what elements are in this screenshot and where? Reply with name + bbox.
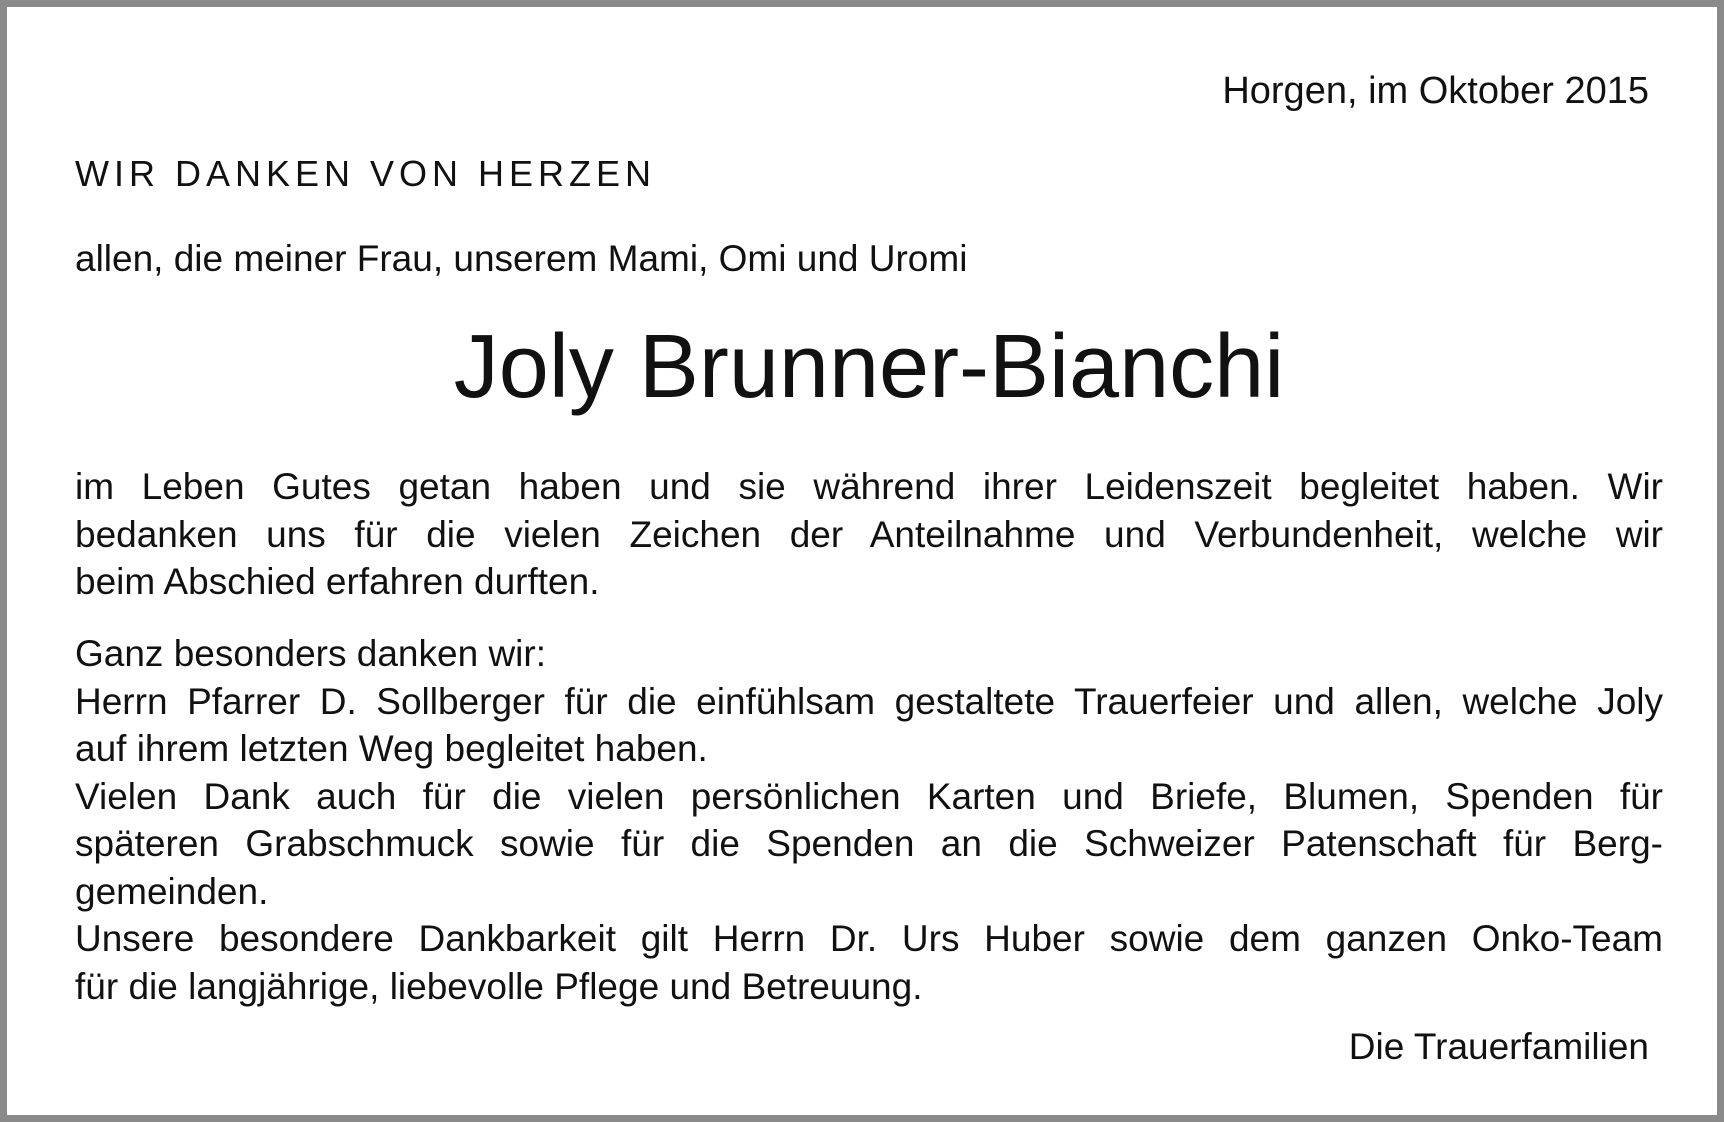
text-line: Unsere besondere Dankbarkeit gilt Herrn Dr. Urs Huber sowie dem ganzen Onko-Team <box>75 918 1663 959</box>
notice-heading: WIR DANKEN VON HERZEN <box>75 153 657 194</box>
text-line: gemeinden. <box>75 870 269 912</box>
text-line: späteren Grabschmuck sowie für die Spenden an die Schweizer Patenschaft für Berg- <box>75 823 1663 864</box>
text-line: bedanken uns für die vielen Zeichen der Anteilnahme und Verbundenheit, welche wir <box>75 513 1663 555</box>
date-line: Horgen, im Oktober 2015 <box>1222 70 1649 112</box>
text-line: im Leben Gutes getan haben und sie während ihrer Leidenszeit begleitet haben. Wir <box>75 466 1663 507</box>
paragraph-thanks <box>75 463 1663 606</box>
text-line: Vielen Dank auch für die vielen persönlichen Karten und Briefe, Blumen, Spenden für <box>75 775 1663 817</box>
text-line: für die langjährige, liebevolle Pflege und Betreuung. <box>75 965 923 1007</box>
deceased-name: Joly Brunner-Bianchi <box>453 317 1285 417</box>
text-line: Herrn Pfarrer D. Sollberger für die einfühlsam gestaltete Trauerfeier und allen, welche Joly <box>75 680 1663 722</box>
text-line: auf ihrem letzten Weg begleitet haben. <box>75 728 708 769</box>
text-line: beim Abschied erfahren durften. <box>75 561 600 602</box>
signature: Die Trauerfamilien <box>1348 1026 1649 1067</box>
paragraph-special-thanks <box>75 630 1663 1010</box>
text-line: Ganz besonders danken wir: <box>75 633 546 674</box>
intro-line: allen, die meiner Frau, unserem Mami, Omi und Uromi <box>75 238 968 279</box>
